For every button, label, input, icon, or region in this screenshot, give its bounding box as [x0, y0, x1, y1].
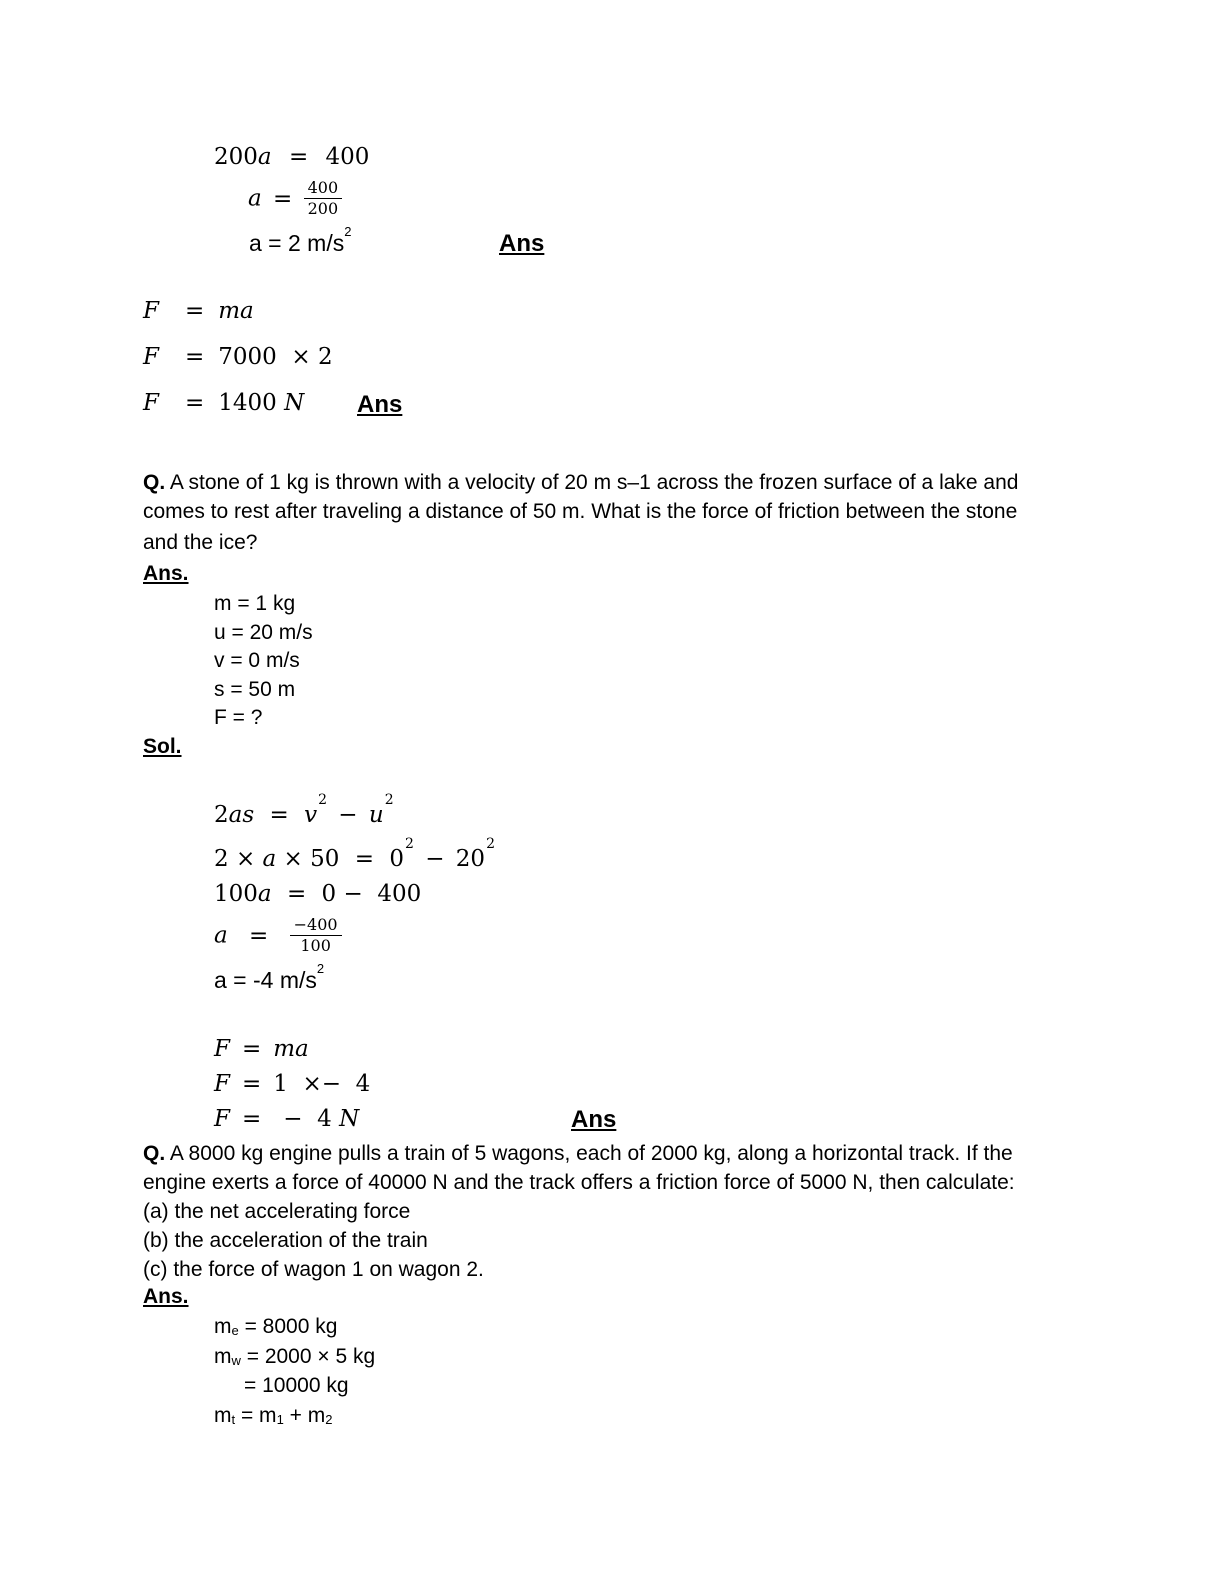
ans-label: Ans — [357, 391, 403, 418]
question-line: A 8000 kg engine pulls a train of 5 wagons, each of 2000 kg, along a horizontal track. If the — [165, 1142, 1013, 1165]
ans-label: Ans — [571, 1106, 617, 1133]
minus-sign: − — [338, 802, 358, 828]
equation-200a-400 — [214, 144, 369, 170]
result-text: a = -4 m/s — [214, 967, 317, 993]
equation-f-1400n — [143, 390, 304, 416]
question-label: Q. — [143, 1142, 166, 1165]
equals-sign: = — [288, 144, 309, 170]
ans-label: Ans. — [143, 562, 189, 585]
rhs: ma — [273, 1036, 309, 1062]
numerator: 400 — [304, 178, 343, 199]
variable-u: u — [368, 802, 384, 828]
variable-a: a — [257, 881, 272, 907]
rhs: 7000 × 2 — [218, 344, 333, 370]
equation-2as — [214, 792, 394, 828]
equals-sign: = — [249, 922, 269, 949]
variable-f: F — [214, 1106, 230, 1132]
equals-sign: = — [241, 1036, 262, 1062]
rhs-value: − 4 — [283, 1106, 332, 1132]
question-line: comes to rest after traveling a distance of 50 m. What is the force of friction between the stone — [143, 500, 1018, 523]
given-initial-velocity: u = 20 m/s — [214, 620, 313, 644]
exponent: 2 — [404, 836, 414, 852]
exponent: 2 — [344, 224, 352, 239]
exponent: 2 — [486, 836, 495, 852]
equation-100a — [214, 881, 421, 907]
given-total-mass: $m_t = m_1 + m_2$ — [214, 1403, 333, 1427]
variable-f: F — [214, 1071, 230, 1097]
given-distance: s = 50 m — [214, 677, 296, 701]
variable-f: F — [143, 344, 159, 370]
question-line: and the ice? — [143, 531, 258, 554]
lhs-part: × 50 — [276, 846, 340, 872]
equals-sign: = — [184, 298, 205, 324]
equation-f-ma-2 — [214, 1036, 309, 1062]
given-mass: m = 1 kg — [214, 592, 296, 615]
equals-sign: = — [269, 802, 289, 828]
result-text: a = 2 m/s — [249, 230, 345, 256]
variable-a: a — [248, 185, 262, 212]
variable-f: F — [143, 390, 159, 416]
fraction — [304, 178, 343, 219]
variable-a: a — [214, 922, 228, 949]
question-part-c: (c) the force of wagon 1 on wagon 2. — [143, 1258, 484, 1281]
given-values — [214, 590, 313, 733]
question-part-b: (b) the acceleration of the train — [143, 1229, 428, 1252]
fraction — [290, 915, 342, 956]
denominator: 200 — [307, 199, 339, 218]
rhs-value: 400 — [325, 144, 370, 170]
equation-2xax50 — [214, 836, 495, 872]
base: 0 — [389, 846, 404, 872]
result-a-2 — [249, 224, 352, 257]
equation-f-7000x2 — [143, 344, 333, 370]
exponent: 2 — [318, 792, 327, 808]
exponent: 2 — [384, 792, 394, 808]
given-final-velocity: v = 0 m/s — [214, 649, 300, 673]
equation-f-1x-4 — [214, 1071, 370, 1097]
rhs: 0 − 400 — [321, 881, 422, 907]
exponent: 2 — [316, 961, 325, 976]
numerator: −400 — [290, 915, 342, 936]
equals-sign: = — [241, 1106, 262, 1132]
sol-label: Sol. — [143, 735, 182, 758]
equation-f-ma — [143, 298, 254, 324]
result-a-neg4 — [214, 961, 325, 994]
equals-sign: = — [273, 185, 293, 212]
equation-a-fraction-neg — [214, 915, 342, 956]
unit: N — [339, 1106, 360, 1132]
base: 20 — [455, 846, 486, 872]
question-line: A stone of 1 kg is thrown with a velocity of 20 m s–1 across the frozen surface of a lake and — [165, 471, 1019, 494]
equation-f-neg4n — [214, 1106, 359, 1132]
rhs: 1 ×− 4 — [273, 1071, 371, 1097]
question-1-text — [143, 468, 1018, 557]
denominator: 100 — [300, 936, 331, 955]
coefficient: 100 — [214, 881, 258, 907]
rhs-value: 1400 — [218, 390, 277, 416]
lhs-part: 2 × — [214, 846, 263, 872]
question-line: engine exerts a force of 40000 N and the track offers a friction force of 5000 N, then calculate: — [143, 1171, 1015, 1194]
given-masses — [214, 1312, 375, 1430]
variable-f: F — [143, 298, 159, 324]
variable-f: F — [214, 1036, 230, 1062]
given-wagon-mass: $m_w = 2000 \times 5$ kg — [214, 1344, 376, 1368]
given-force: F = ? — [214, 706, 263, 730]
variable-v: v — [304, 802, 318, 828]
question-2-text — [143, 1139, 1015, 1284]
given-wagon-mass-total: = 10000 kg — [244, 1374, 349, 1397]
ans-label: Ans — [499, 230, 545, 257]
variable-a: a — [257, 144, 272, 170]
lhs: 2as — [214, 802, 255, 828]
equals-sign: = — [241, 1071, 262, 1097]
equals-sign: = — [354, 846, 375, 872]
rhs: ma — [218, 298, 254, 324]
minus-sign: − — [425, 846, 445, 872]
ans-label: Ans. — [143, 1285, 189, 1308]
question-part-a: (a) the net accelerating force — [143, 1200, 411, 1223]
equals-sign: = — [286, 881, 307, 907]
given-engine-mass: $m_e = 8000$ kg — [214, 1315, 338, 1338]
unit: N — [284, 390, 305, 416]
equals-sign: = — [184, 344, 205, 370]
equals-sign: = — [184, 390, 205, 416]
equation-a-fraction — [248, 178, 342, 219]
question-label: Q. — [143, 471, 166, 494]
coefficient: 200 — [214, 144, 258, 170]
variable-a: a — [262, 846, 277, 872]
